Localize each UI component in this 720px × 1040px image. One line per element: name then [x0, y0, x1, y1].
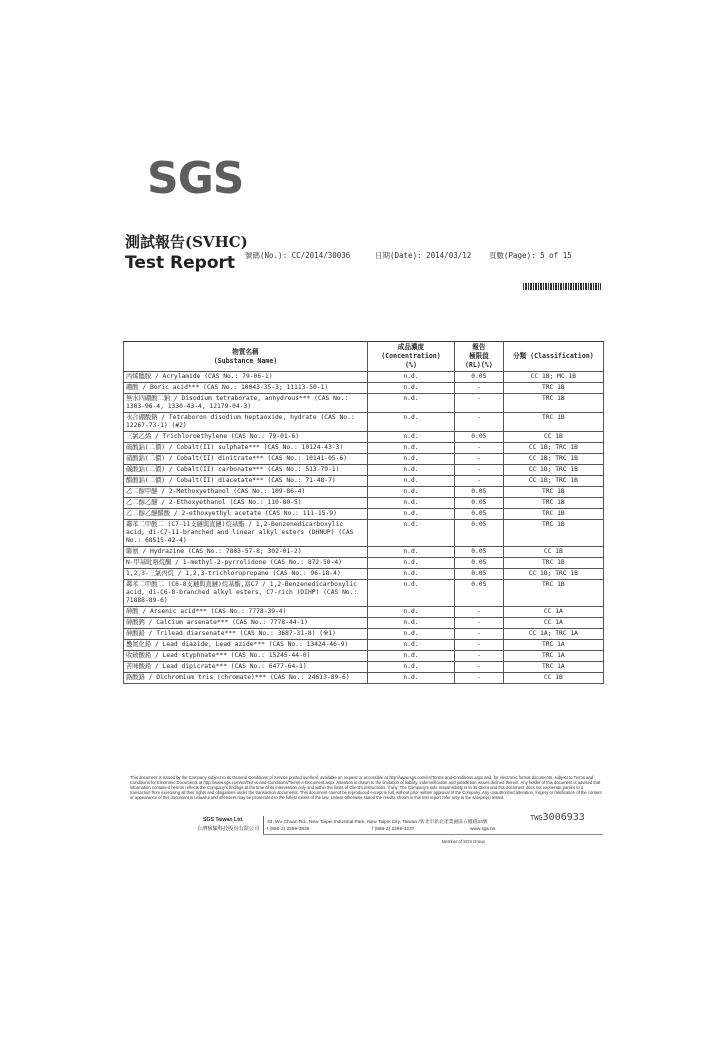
table-row — [124, 580, 604, 607]
cell-concentration: n.d. — [367, 607, 454, 618]
cell-concentration: n.d. — [367, 662, 454, 673]
cell-concentration: n.d. — [367, 520, 454, 547]
header-rl-en: (RL)(%) — [464, 361, 493, 369]
cell-concentration: n.d. — [367, 558, 454, 569]
cell-classification: CC 1B — [503, 547, 603, 558]
cell-rl: 0.05 — [455, 547, 504, 558]
cell-substance: 硼酸 / Boric acid*** (CAS No.: 10043-35-3; 11113-50-1) — [124, 383, 368, 394]
cell-classification: CC 1B; TRC 1B — [503, 443, 603, 454]
report-title-zh: 測試報告(SVHC) — [125, 233, 248, 251]
footer-divider — [263, 816, 264, 834]
report-date: 日期(Date): 2014/03/12 — [375, 251, 472, 260]
cell-rl: - — [455, 673, 504, 684]
cell-classification: TRC 1B — [503, 487, 603, 498]
cell-classification: CC 1B; TRC 1B — [503, 569, 603, 580]
table-row — [124, 618, 604, 629]
table-row — [124, 558, 604, 569]
cell-concentration: n.d. — [367, 569, 454, 580]
cell-rl: 0.05 — [455, 432, 504, 443]
table-row — [124, 673, 604, 684]
cell-substance: 砷酸 / Arsenic acid*** (CAS No.: 7778-39-4) — [124, 607, 368, 618]
cell-classification: TRC 1B — [503, 413, 603, 432]
company-name-zh: 台灣檢驗科技股份有限公司 — [197, 826, 260, 832]
cell-substance: 水合硼酸鈉 / Tetraboron disodium heptaoxide, hydrate (CAS No.: 12267-73-1) (#2) — [124, 413, 368, 432]
cell-substance: 聯氨 / Hydrazine (CAS No.: 7803-57-8; 302-01-2) — [124, 547, 368, 558]
cell-concentration: n.d. — [367, 465, 454, 476]
cell-substance: 苦味酸鉛 / Lead dipicrate*** (CAS No.: 6477-64-1) — [124, 662, 368, 673]
cell-concentration: n.d. — [367, 487, 454, 498]
cell-rl: - — [455, 383, 504, 394]
cell-concentration: n.d. — [367, 432, 454, 443]
cell-rl: 0.05 — [455, 569, 504, 580]
cell-substance: 乙二醇乙醚醋酸 / 2-ethoxyethyl acetate (CAS No.: 111-15-9) — [124, 509, 368, 520]
cell-concentration: n.d. — [367, 372, 454, 383]
company-fax: f (886-2) 2299-3237 — [372, 827, 415, 832]
cell-classification: TRC 1B — [503, 394, 603, 413]
cell-substance: 三氯乙烯 / Trichloroethylene (CAS No.: 79-01-6) — [124, 432, 368, 443]
cell-substance: 醋酸鈷(二價) / Cobalt(II) diacetate*** (CAS No.: 71-48-7) — [124, 476, 368, 487]
cell-concentration: n.d. — [367, 673, 454, 684]
cell-rl: - — [455, 640, 504, 651]
company-name-en: SGS Taiwan Ltd. — [203, 817, 244, 823]
cell-rl: - — [455, 618, 504, 629]
cell-rl: 0.05 — [455, 558, 504, 569]
cell-classification: CC 1B; MC 1B — [503, 372, 603, 383]
table-row — [124, 413, 604, 432]
cell-rl: - — [455, 662, 504, 673]
cell-concentration: n.d. — [367, 580, 454, 607]
cell-substance: 乙二醇甲醚 / 2-Methoxyethanol (CAS No.: 109-86-4) — [124, 487, 368, 498]
cell-concentration: n.d. — [367, 547, 454, 558]
cell-classification: CC 1A — [503, 618, 603, 629]
company-website[interactable]: www.sgs.tw — [470, 827, 496, 832]
table-row — [124, 372, 604, 383]
cell-concentration: n.d. — [367, 618, 454, 629]
table-row — [124, 498, 604, 509]
cell-rl: 0.05 — [455, 580, 504, 607]
cell-substance: 收斂酸鉛 / Lead styphnate*** (CAS No.: 15245-44-0) — [124, 651, 368, 662]
cell-substance: 砷酸鈣 / Calcium arsenate*** (CAS No.: 7778-44-1) — [124, 618, 368, 629]
cell-concentration: n.d. — [367, 413, 454, 432]
cell-classification: TRC 1B — [503, 383, 603, 394]
cell-classification: CC 1B — [503, 673, 603, 684]
company-phone: t (886-2) 2299-3939 — [267, 827, 310, 832]
cell-classification: CC 1B; TRC 1B — [503, 476, 603, 487]
cell-classification: TRC 1B — [503, 520, 603, 547]
serial-prefix: TWG — [530, 814, 543, 822]
cell-rl: - — [455, 651, 504, 662]
cell-substance: 砷酸鉛 / Trilead diarsenate*** (CAS No.: 3687-31-8) (※1) — [124, 629, 368, 640]
footer-disclaimer: This document is issued by the Company subject to its General Conditions of Service printed overleaf, available on request or accessible at http://www.sgs.com/en/Terms-and-Conditions.aspx and, for electronic format documents, subject to Terms and Conditions for Electronic Documents at http://www.sgs.com/en/Terms-and-Conditions/Terms-e-Document.aspx. Attention is drawn to the limitation of liability, indemnification and jurisdiction issues defined therein. Any holder of this document is advised that information contained hereon reflects the Company's findings at the time of its intervention only and within the limits of Client's instructions, if any. The Company's sole responsibility is to its Client and this document does not exonerate parties to a transaction from exercising all their rights and obligations under the transaction documents. This document cannot be reproduced except in full, without prior written approval of the Company. Any unauthorized alteration, forgery or falsification of the content or appearance of this document is unlawful and offenders may be prosecuted to the fullest extent of the law. Unless otherwise stated the results shown in this test report refer only to the sample(s) tested. — [130, 775, 602, 800]
member-of-group: Member of SGS Group — [442, 839, 485, 844]
header-conc-en: (Concentration) — [381, 352, 441, 360]
cell-substance: 碳酸鈷(二價) / Cobalt(II) carbonate*** (CAS No.: 513-79-1) — [124, 465, 368, 476]
cell-substance: 丙烯醯胺 / Acrylamide (CAS No.: 79-06-1) — [124, 372, 368, 383]
cell-rl: 0.05 — [455, 498, 504, 509]
header-substance-en: (Substance Name) — [213, 356, 278, 365]
cell-classification: CC 1A; TRC 1A — [503, 629, 603, 640]
table-row — [124, 476, 604, 487]
report-number: 號碼(No.): CC/2014/30036 — [245, 251, 351, 260]
cell-classification: TRC 1A — [503, 662, 603, 673]
table-row — [124, 547, 604, 558]
cell-substance: 乙二醇乙醚 / 2-Ethoxyethanol (CAS No.: 110-80-5) — [124, 498, 368, 509]
cell-classification: TRC 1B — [503, 498, 603, 509]
cell-concentration: n.d. — [367, 394, 454, 413]
cell-rl: - — [455, 454, 504, 465]
cell-rl: 0.05 — [455, 520, 504, 547]
company-address: 33, Wu Chuan Rd., New Taipei Industrial Park, New Taipei City, Taiwan /新北市新北產業園區五權路33號 — [267, 820, 488, 825]
footer-rule — [263, 834, 603, 835]
table-row — [124, 640, 604, 651]
cell-classification: TRC 1A — [503, 651, 603, 662]
cell-concentration: n.d. — [367, 498, 454, 509]
cell-rl: - — [455, 465, 504, 476]
table-row — [124, 383, 604, 394]
cell-classification: TRC 1A — [503, 640, 603, 651]
cell-classification: TRC 1B — [503, 580, 603, 607]
cell-classification: CC 1B; TRC 1B — [503, 465, 603, 476]
cell-substance: 疊氮化鉛 / Lead diazide, Lead azide*** (CAS No.: 13424-46-9) — [124, 640, 368, 651]
cell-concentration: n.d. — [367, 454, 454, 465]
header-substance — [124, 342, 368, 372]
table-row — [124, 569, 604, 580]
cell-rl: - — [455, 394, 504, 413]
header-rl-zh2: 極限值 — [468, 352, 489, 360]
cell-substance: 1,2,3-三氯丙烷 / 1,2,3-trichloropropane (CAS No.: 96-18-4) — [124, 569, 368, 580]
cell-substance: 鄰苯二甲酸二 (C6-8支鏈與直鏈)烷基酯,富C7 / 1,2-Benzenedicarboxylic acid, di-C6-8-branched alkyl esters, C7-rich (DIHP) (CAS No.: 71888-89-6) — [124, 580, 368, 607]
cell-concentration: n.d. — [367, 443, 454, 454]
cell-substance: 無水四硼酸二鈉 / Disodium tetraborate, anhydrous*** (CAS No.: 1303-96-4, 1330-43-4, 12179-04-3) — [124, 394, 368, 413]
cell-substance: 硝酸鈷(二價) / Cobalt(II) dinitrate*** (CAS No.: 10141-05-6) — [124, 454, 368, 465]
cell-substance: 鄰苯二甲酸二 (C7-11支鏈與直鏈)烷基酯 / 1,2-Benzenedicarboxylic acid, di-C7-11-branched and linear alkyl esters (DHNUP) (CAS No.: 68515-42-4) — [124, 520, 368, 547]
table-header-row — [124, 342, 604, 372]
cell-rl: - — [455, 607, 504, 618]
cell-substance: 鉻酸鉻 / Dichromium tris (chromate)*** (CAS No.: 24613-89-6) — [124, 673, 368, 684]
cell-concentration: n.d. — [367, 383, 454, 394]
barcode-graphic — [523, 283, 601, 290]
header-rl-zh1: 報告 — [472, 343, 486, 351]
document-serial — [530, 812, 585, 823]
cell-classification: CC 1A — [503, 607, 603, 618]
table-row — [124, 465, 604, 476]
table-row — [124, 662, 604, 673]
cell-substance: 硫酸鈷(二價) / Cobalt(II) sulphate*** (CAS No.: 10124-43-3) — [124, 443, 368, 454]
report-title-en: Test Report — [125, 253, 236, 273]
serial-number: 3006933 — [542, 812, 585, 823]
table-row — [124, 509, 604, 520]
table-row — [124, 487, 604, 498]
table-row — [124, 629, 604, 640]
cell-concentration: n.d. — [367, 640, 454, 651]
cell-concentration: n.d. — [367, 629, 454, 640]
cell-rl: 0.05 — [455, 509, 504, 520]
table-row — [124, 432, 604, 443]
cell-rl: 0.05 — [455, 487, 504, 498]
table-row — [124, 443, 604, 454]
cell-rl: - — [455, 629, 504, 640]
cell-concentration: n.d. — [367, 651, 454, 662]
cell-substance: N-甲基吡咯烷酮 / 1-methyl-2-pyrrolidone (CAS No.: 872-50-4) — [124, 558, 368, 569]
cell-rl: - — [455, 476, 504, 487]
header-substance-zh: 物質名稱 — [232, 347, 259, 356]
cell-concentration: n.d. — [367, 509, 454, 520]
table-row — [124, 394, 604, 413]
sgs-logo: SGS — [147, 153, 244, 204]
header-conc-unit: (%) — [405, 361, 417, 369]
table-row — [124, 607, 604, 618]
cell-rl: - — [455, 443, 504, 454]
table-row — [124, 520, 604, 547]
cell-classification: CC 1B; TRC 1B — [503, 454, 603, 465]
page-number: 頁數(Page): 5 of 15 — [489, 251, 572, 260]
table-row — [124, 651, 604, 662]
substance-table — [123, 341, 604, 684]
cell-classification: TRC 1B — [503, 509, 603, 520]
cell-classification: CC 1B — [503, 432, 603, 443]
cell-concentration: n.d. — [367, 476, 454, 487]
header-concentration — [367, 342, 454, 372]
cell-rl: - — [455, 413, 504, 432]
cell-classification: TRC 1B — [503, 558, 603, 569]
cell-rl: 0.05 — [455, 372, 504, 383]
header-classification: 分類 (Classification) — [503, 342, 603, 372]
header-rl — [455, 342, 504, 372]
header-conc-zh: 成品濃度 — [397, 343, 425, 351]
table-row — [124, 454, 604, 465]
